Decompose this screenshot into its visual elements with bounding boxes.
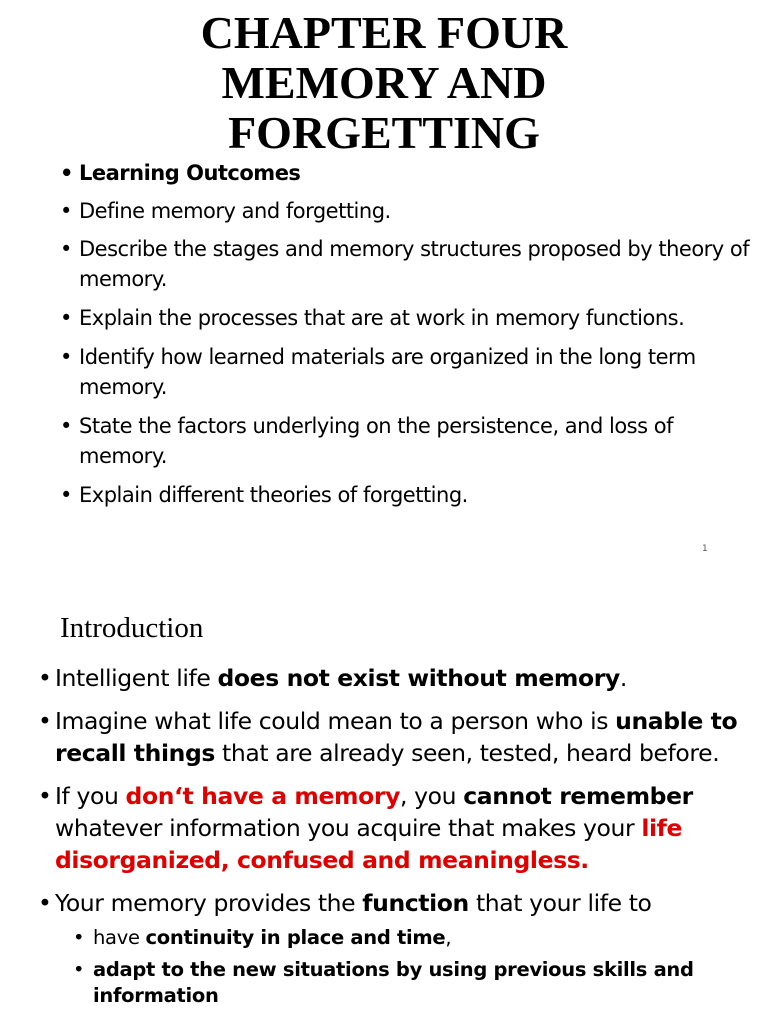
intro-bullet bbox=[38, 705, 748, 769]
page-number: 1 bbox=[702, 544, 708, 554]
text-run: that your life to bbox=[468, 889, 652, 917]
text-run: , you bbox=[400, 782, 464, 810]
highlight-text: don‘t have a memory bbox=[125, 782, 401, 810]
chapter-title bbox=[0, 8, 768, 158]
emphasis-text: adapt to the new situations by using previous skills and information bbox=[93, 958, 694, 1007]
emphasis-text: cannot remember bbox=[463, 782, 693, 810]
intro-bullet bbox=[38, 780, 748, 876]
text-run: Imagine what life could mean to a person who is bbox=[55, 707, 616, 735]
outcome-item: • Describe the stages and memory structures proposed by theory of memory. bbox=[60, 234, 750, 294]
text-run: Your memory provides the bbox=[55, 889, 363, 917]
text-run: . bbox=[619, 664, 627, 692]
intro-bullet bbox=[38, 887, 748, 1009]
text-run: whatever information you acquire that makes your bbox=[55, 814, 642, 842]
title-line: CHAPTER FOUR bbox=[200, 7, 568, 58]
outcome-item: • Explain the processes that are at work in memory functions. bbox=[60, 303, 750, 333]
emphasis-text: function bbox=[362, 889, 469, 917]
text-run: Intelligent life bbox=[55, 664, 218, 692]
emphasis-text: does not exist without memory bbox=[217, 664, 620, 692]
title-line: MEMORY AND bbox=[221, 57, 547, 108]
intro-bullet bbox=[38, 662, 748, 694]
introduction-list bbox=[38, 662, 748, 1020]
sub-bullet bbox=[55, 957, 748, 1009]
title-line: FORGETTING bbox=[228, 107, 540, 158]
text-run: have bbox=[93, 926, 146, 949]
text-run: , bbox=[445, 926, 452, 949]
emphasis-text: unable to recall things bbox=[55, 707, 738, 767]
emphasis-text: continuity in place and time bbox=[145, 926, 446, 949]
outcome-item: • Explain different theories of forgetting. bbox=[60, 480, 750, 510]
learning-outcomes-heading: • Learning Outcomes bbox=[60, 158, 750, 188]
outcome-item: • Identify how learned materials are organized in the long term memory. bbox=[60, 342, 750, 402]
function-sublist bbox=[55, 925, 748, 1009]
outcome-item: • State the factors underlying on the persistence, and loss of memory. bbox=[60, 411, 750, 471]
learning-outcomes-list bbox=[60, 158, 750, 519]
outcome-item: • Define memory and forgetting. bbox=[60, 196, 750, 226]
highlight-text: life disorganized, confused and meaningless. bbox=[55, 814, 682, 874]
text-run: that are already seen, tested, heard before. bbox=[214, 739, 720, 767]
introduction-heading: Introduction bbox=[60, 612, 204, 644]
slide-introduction bbox=[0, 578, 768, 1024]
text-run: If you bbox=[55, 782, 126, 810]
sub-bullet bbox=[55, 925, 748, 951]
